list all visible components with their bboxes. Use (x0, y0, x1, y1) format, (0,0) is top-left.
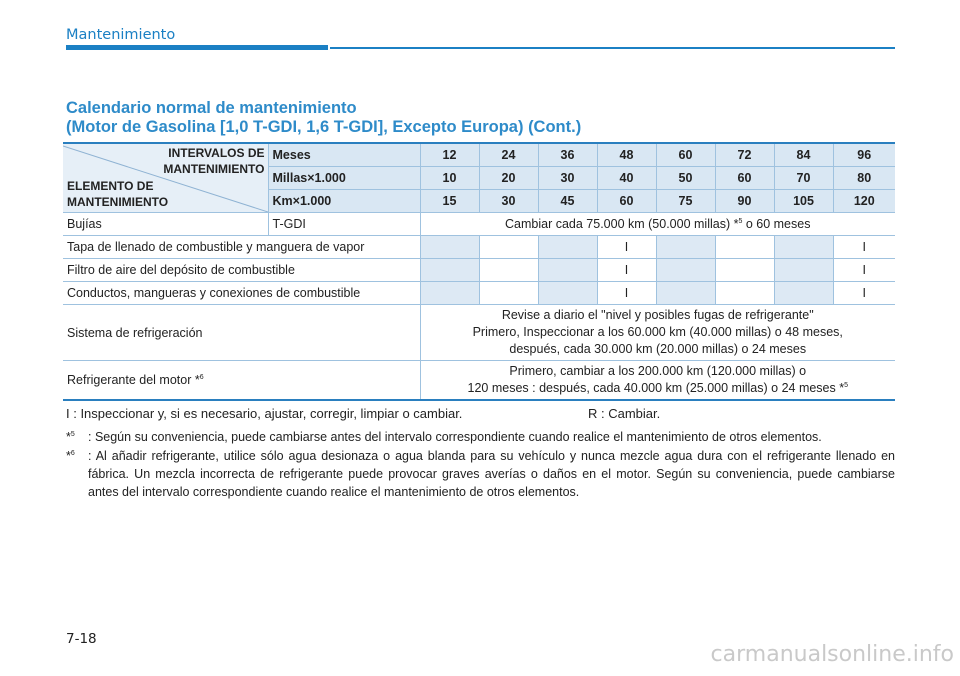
header-row-meses (63, 143, 895, 167)
interval-line-text: después, cada 30.000 km (20.000 millas) o 24 meses (509, 342, 807, 356)
item-name (63, 361, 420, 401)
maintenance-table (63, 142, 895, 401)
interval-label: Meses (268, 143, 420, 167)
interval-value: 50 (656, 167, 715, 190)
interval-line (425, 324, 892, 341)
interval-value: 84 (774, 143, 833, 167)
schedule-cell: I (597, 236, 656, 259)
footnote-6 (66, 447, 895, 501)
interval-value: 120 (833, 190, 895, 213)
schedule-cell (656, 236, 715, 259)
interval-label: Millas×1.000 (268, 167, 420, 190)
interval-value: 75 (656, 190, 715, 213)
schedule-cell (420, 259, 479, 282)
interval-value: 70 (774, 167, 833, 190)
header-corner-cell (63, 143, 268, 213)
item-name: Filtro de aire del depósito de combustible (63, 259, 420, 282)
header-rule-thin (330, 47, 895, 49)
schedule-cell (479, 259, 538, 282)
item-name (63, 305, 420, 361)
footnote-text: : Según su conveniencia, puede cambiarse antes del intervalo correspondiente cuando realice el mantenimiento de otros elementos. (88, 430, 822, 444)
schedule-cell (420, 282, 479, 305)
item-name-text: Sistema de refrigeración (67, 325, 203, 340)
schedule-cell (538, 282, 597, 305)
footnote-text: : Al añadir refrigerante, utilice sólo agua desionaza o agua blanda para su vehículo y nunca mezcle agua dura con el refrigerante llenado en fábrica. Un mezcla incorrecta de refrigerante puede provocar graves averías o daños en el motor. Según su conveniencia, puede cambiarse antes del intervalo correspondiente cuando realice el mantenimiento de otros elementos. (88, 449, 895, 499)
interval-value: 30 (538, 167, 597, 190)
footnote-mark: *$^6$ (66, 449, 75, 463)
table-row (63, 213, 895, 236)
legend-inspect: I : Inspeccionar y, si es necesario, ajustar, corregir, limpiar o cambiar. (66, 406, 463, 421)
interval-line-text: Primero, Inspeccionar a los 60.000 km (40.000 millas) o 48 meses, (472, 325, 843, 339)
corner-element-label: ELEMENTO DE MANTENIMIENTO (67, 179, 169, 209)
watermark: carmanualsonline.info (710, 642, 954, 667)
schedule-cell (656, 282, 715, 305)
interval-value: 40 (597, 167, 656, 190)
interval-value: 30 (479, 190, 538, 213)
interval-value: 60 (597, 190, 656, 213)
interval-note (420, 213, 895, 236)
schedule-cell (656, 259, 715, 282)
schedule-cell (538, 259, 597, 282)
interval-value: 20 (479, 167, 538, 190)
footnote-ref: 5 (738, 217, 743, 225)
item-name: Bujías (63, 213, 268, 236)
section-label: Mantenimiento (66, 27, 176, 43)
interval-line-text: Primero, cambiar a los 200.000 km (120.000 millas) o (509, 364, 807, 378)
footnote-ref: 5 (844, 381, 848, 389)
table-row (63, 236, 895, 259)
schedule-cell (774, 236, 833, 259)
interval-line-text: 120 meses : después, cada 40.000 km (25.000 millas) o 24 meses * (467, 381, 845, 395)
interval-text: Cambiar cada 75.000 km (50.000 millas) * (505, 217, 739, 231)
footnote-5 (66, 428, 895, 446)
schedule-cell (420, 236, 479, 259)
interval-value: 10 (420, 167, 479, 190)
footnote-ref: 6 (199, 373, 204, 381)
schedule-cell (715, 282, 774, 305)
interval-value: 60 (715, 167, 774, 190)
interval-label: Km×1.000 (268, 190, 420, 213)
interval-value: 60 (656, 143, 715, 167)
interval-value: 48 (597, 143, 656, 167)
schedule-cell: I (597, 282, 656, 305)
schedule-cell: I (597, 259, 656, 282)
interval-value: 36 (538, 143, 597, 167)
schedule-cell (715, 259, 774, 282)
table-row (63, 305, 895, 361)
item-name: Conductos, mangueras y conexiones de combustible (63, 282, 420, 305)
table-row (63, 282, 895, 305)
interval-line (425, 307, 892, 324)
schedule-cell (479, 282, 538, 305)
schedule-cell (479, 236, 538, 259)
interval-note (420, 361, 895, 401)
page-title: Calendario normal de mantenimiento (66, 99, 357, 117)
interval-value: 15 (420, 190, 479, 213)
schedule-cell: I (833, 236, 895, 259)
schedule-cell (538, 236, 597, 259)
schedule-cell: I (833, 282, 895, 305)
footnote-mark: *$^5$ (66, 430, 75, 444)
item-name-text: Refrigerante del motor * (67, 373, 200, 387)
schedule-cell: I (833, 259, 895, 282)
table-row (63, 361, 895, 401)
interval-value: 24 (479, 143, 538, 167)
schedule-cell (774, 259, 833, 282)
interval-value: 90 (715, 190, 774, 213)
interval-value: 96 (833, 143, 895, 167)
table-row (63, 259, 895, 282)
interval-line (425, 363, 892, 380)
interval-value: 72 (715, 143, 774, 167)
item-subtype: T-GDI (268, 213, 420, 236)
interval-value: 80 (833, 167, 895, 190)
header-rule-thick (66, 45, 328, 50)
item-name: Tapa de llenado de combustible y manguera de vapor (63, 236, 420, 259)
page-subtitle: (Motor de Gasolina [1,0 T-GDI, 1,6 T-GDI], Excepto Europa) (Cont.) (66, 118, 582, 136)
interval-text-tail: o 60 meses (742, 217, 811, 231)
corner-intervals-label: INTERVALOS DE MANTENIMIENTO (163, 146, 265, 176)
schedule-cell (715, 236, 774, 259)
interval-value: 45 (538, 190, 597, 213)
interval-value: 12 (420, 143, 479, 167)
legend-replace: R : Cambiar. (588, 406, 661, 421)
schedule-cell (774, 282, 833, 305)
interval-line-text: Revise a diario el "nivel y posibles fugas de refrigerante" (501, 308, 814, 322)
interval-line (425, 341, 892, 358)
interval-value: 105 (774, 190, 833, 213)
interval-note (420, 305, 895, 361)
page-number: 7-18 (66, 631, 97, 647)
interval-line (425, 380, 892, 397)
